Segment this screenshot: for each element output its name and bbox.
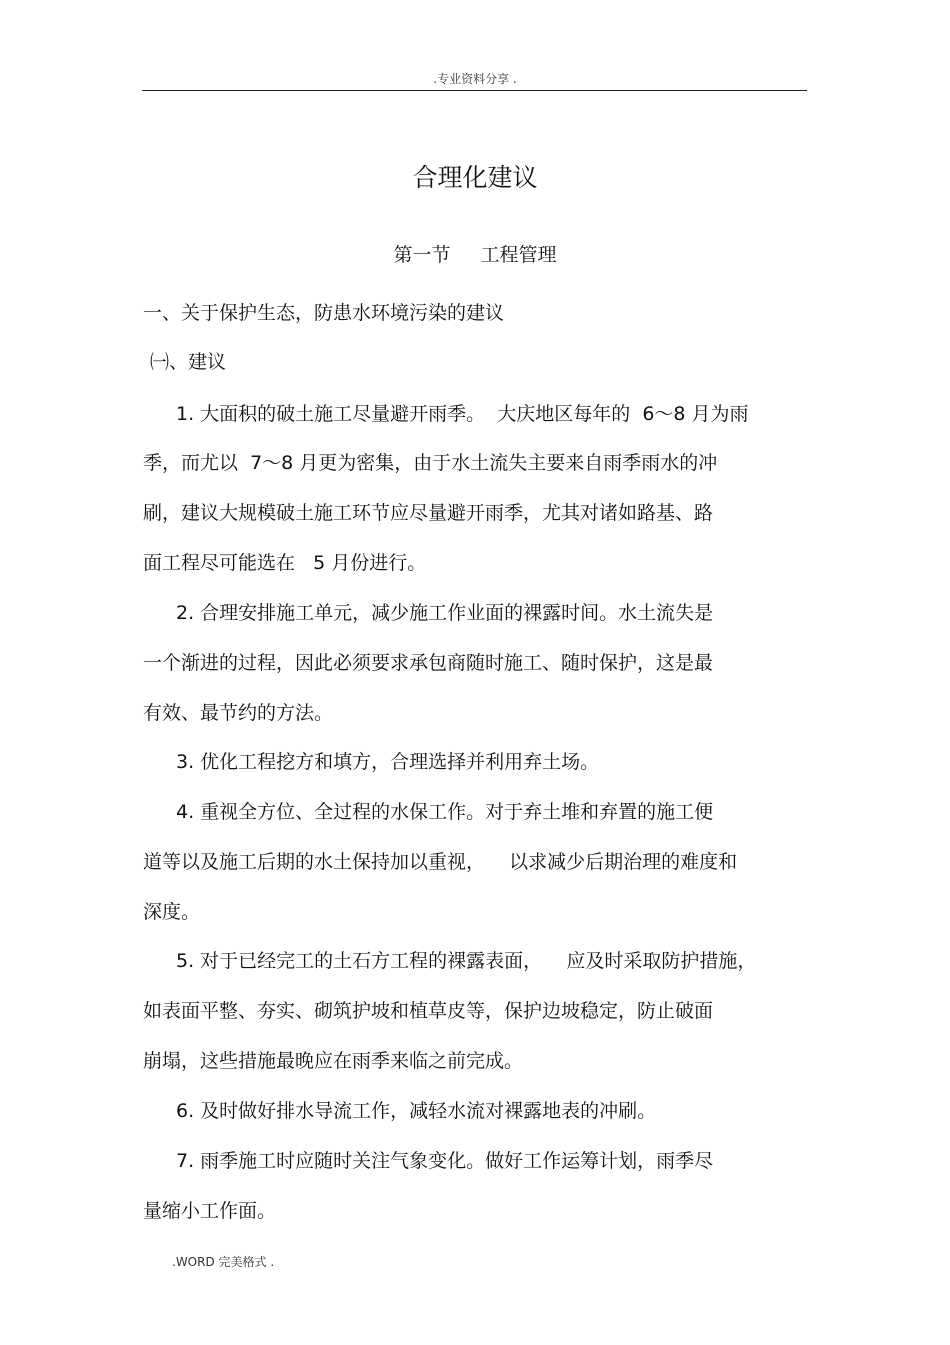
paragraph-1-line-2: 季，而尤以 7～8 月更为密集，由于水土流失主要来自雨季雨水的冲 xyxy=(143,452,718,474)
paragraph-5-line-3: 崩塌，这些措施最晚应在雨季来临之前完成。 xyxy=(143,1050,524,1072)
section-label: 第一节 xyxy=(393,244,451,266)
section-heading xyxy=(0,240,950,267)
paragraph-2-line-3: 有效、最节约的方法。 xyxy=(143,702,334,724)
paragraph-7-line-2: 量缩小工作面。 xyxy=(143,1200,277,1222)
paragraph-1-line-4: 面工程尽可能选在 5 月份进行。 xyxy=(143,552,427,574)
header-rule xyxy=(142,90,807,91)
subheading: ㈠、建议 xyxy=(150,351,227,373)
paragraph-5-line-2: 如表面平整、夯实、砌筑护坡和植草皮等，保护边坡稳定，防止破面 xyxy=(143,1000,714,1022)
paragraph-3-line-1: 3. 优化工程挖方和填方，合理选择并利用弃土场。 xyxy=(176,751,600,773)
paragraph-4-line-3: 深度。 xyxy=(143,901,201,923)
heading-1: 一、关于保护生态，防患水环境污染的建议 xyxy=(143,302,505,324)
page-footer: .WORD 完美格式 . xyxy=(172,1255,275,1269)
section-name: 工程管理 xyxy=(480,244,557,266)
paragraph-1-line-3: 刷，建议大规模破土施工环节应尽量避开雨季，尤其对诸如路基、路 xyxy=(143,502,714,524)
paragraph-4-line-2: 道等以及施工后期的水土保持加以重视， 以求减少后期治理的难度和 xyxy=(143,851,738,873)
paragraph-1-line-1: 1. 大面积的破土施工尽量避开雨季。 大庆地区每年的 6～8 月为雨 xyxy=(176,403,749,425)
page-header: .专业资料分享 . xyxy=(433,72,517,86)
paragraph-4-line-1: 4. 重视全方位、全过程的水保工作。对于弃土堆和弃置的施工便 xyxy=(176,801,714,823)
paragraph-6-line-1: 6. 及时做好排水导流工作，减轻水流对裸露地表的冲刷。 xyxy=(176,1100,657,1122)
paragraph-2-line-1: 2. 合理安排施工单元，减少施工作业面的裸露时间。水土流失是 xyxy=(176,602,714,624)
document-title: 合理化建议 xyxy=(412,163,538,192)
paragraph-5-line-1: 5. 对于已经完工的土石方工程的裸露表面， 应及时采取防护措施， xyxy=(176,950,757,972)
paragraph-7-line-1: 7. 雨季施工时应随时关注气象变化。做好工作运筹计划，雨季尽 xyxy=(176,1150,714,1172)
paragraph-2-line-2: 一个渐进的过程，因此必须要求承包商随时施工、随时保护，这是最 xyxy=(143,652,714,674)
